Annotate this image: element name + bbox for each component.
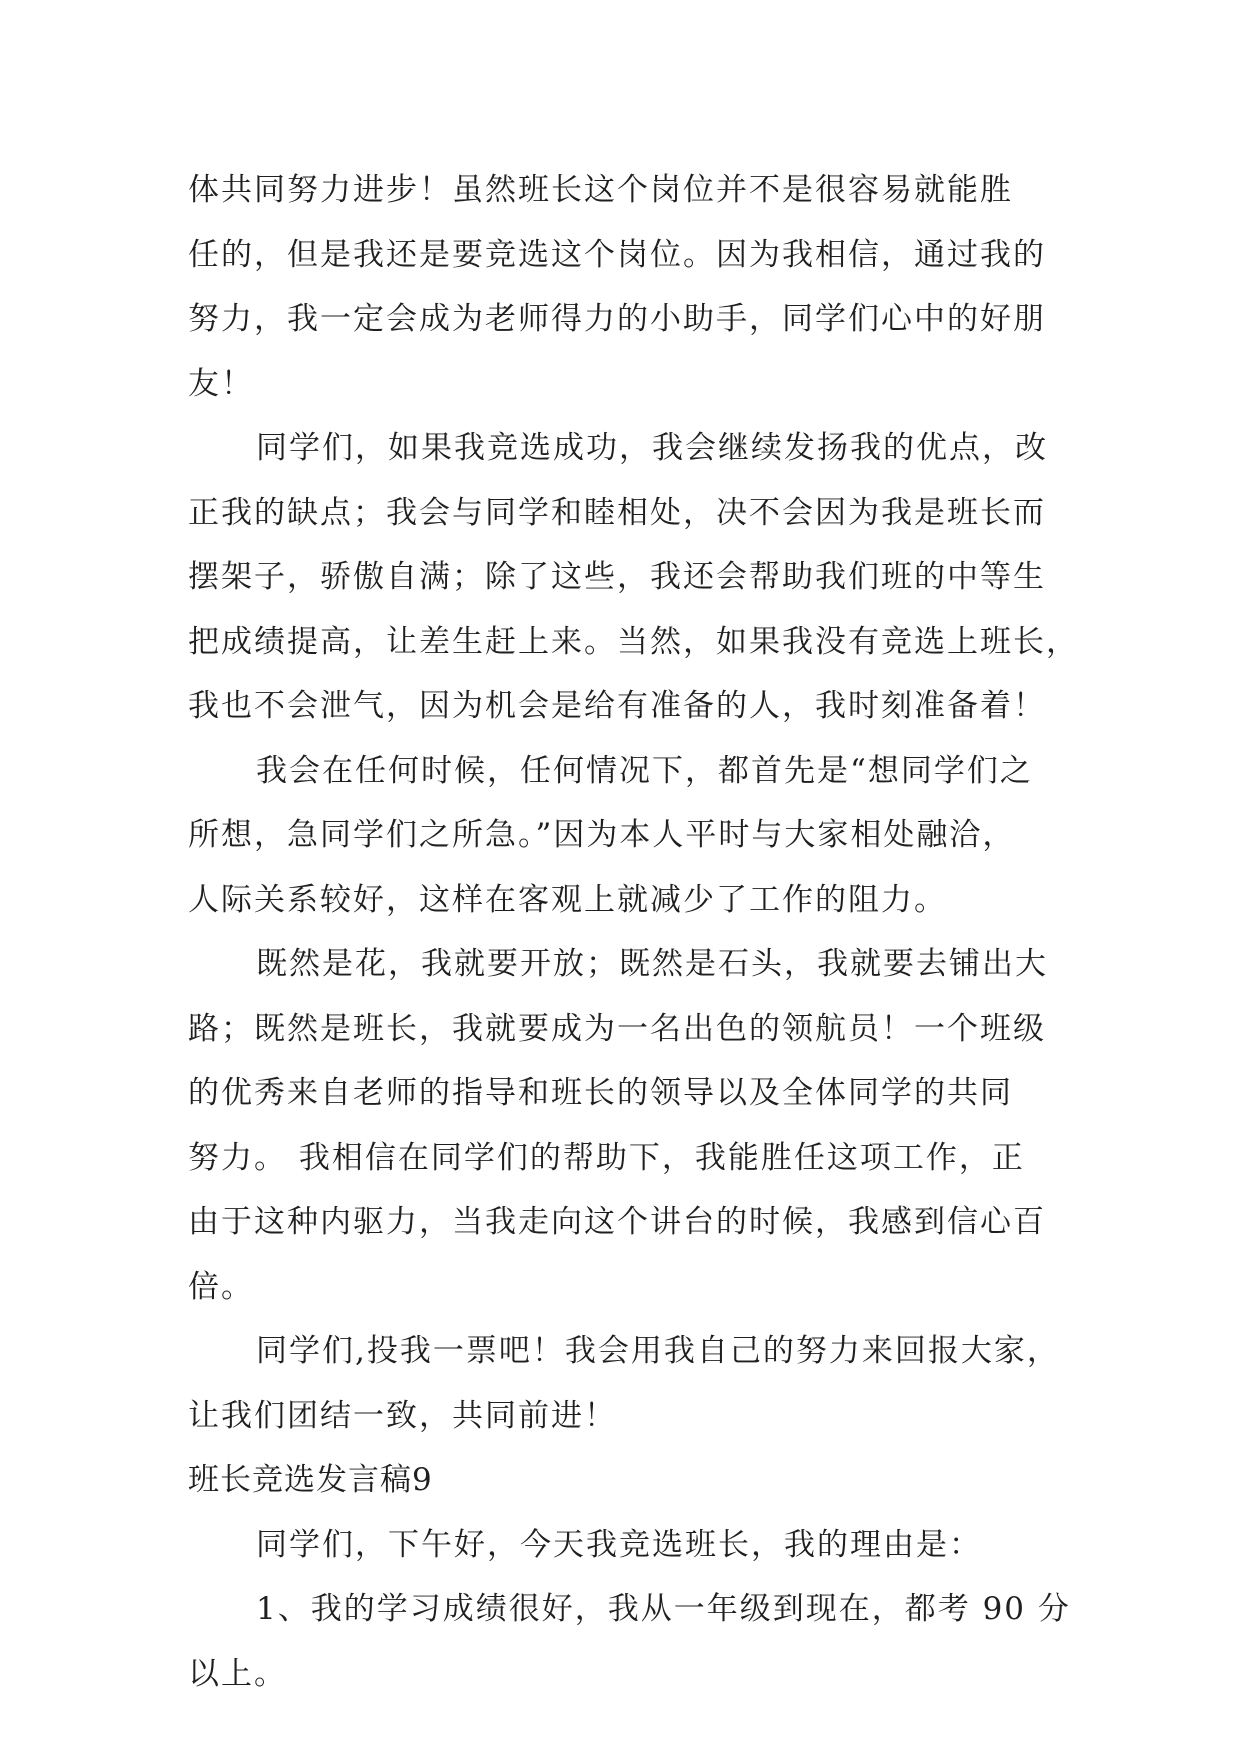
- text-line: 倍。: [188, 1268, 254, 1305]
- paragraph: [188, 158, 1058, 416]
- paragraph: [188, 1513, 1058, 1578]
- paragraph: [188, 1577, 1071, 1706]
- text-line: 既然是花，我就要开放；既然是石头，我就要去铺出大: [256, 946, 1048, 982]
- text-line: 任的，但是我还是要竞选这个岗位。因为我相信，通过我的: [188, 236, 1046, 273]
- text-line: 由于这种内驱力，当我走向这个讲台的时候，我感到信心百: [188, 1204, 1046, 1240]
- text-line: 同学们,投我一票吧！我会用我自己的努力来回报大家，: [256, 1333, 1060, 1369]
- text-line: 路；既然是班长，我就要成为一名出色的领航员！一个班级: [188, 1010, 1046, 1047]
- text-line: 把成绩提高，让差生赶上来。当然，如果我没有竞选上班长，: [188, 623, 1079, 660]
- text-line: 1、我的学习成绩很好，我从一年级到现在，都考 90 分: [256, 1591, 1071, 1627]
- text-line: 努力，我一定会成为老师得力的小助手，同学们心中的好朋: [188, 301, 1046, 337]
- paragraph: [188, 416, 1079, 739]
- text-line: 体共同努力进步！虽然班长这个岗位并不是很容易就能胜: [188, 172, 1013, 208]
- text-line: 同学们，如果我竞选成功，我会继续发扬我的优点，改: [256, 430, 1048, 466]
- text-line: 摆架子，骄傲自满；除了这些，我还会帮助我们班的中等生: [188, 559, 1046, 595]
- text-line: 让我们团结一致，共同前进！: [188, 1397, 617, 1434]
- paragraph: [188, 739, 1058, 933]
- text-line: 同学们，下午好，今天我竞选班长，我的理由是：: [256, 1526, 982, 1563]
- section-heading: 班长竞选发言稿9: [188, 1462, 433, 1498]
- text-line: 所想，急同学们之所急。”因为本人平时与大家相处融洽，: [188, 817, 1016, 853]
- text-line: 正我的缺点；我会与同学和睦相处，决不会因为我是班长而: [188, 494, 1046, 531]
- text-line: 人际关系较好，这样在客观上就减少了工作的阻力。: [188, 881, 947, 918]
- text-line: 的优秀来自老师的指导和班长的领导以及全体同学的共同: [188, 1075, 1013, 1111]
- text-line: 以上。: [188, 1655, 287, 1692]
- document-body: [188, 158, 1079, 1706]
- text-line: 我会在任何时候，任何情况下，都首先是“想同学们之: [256, 752, 1033, 789]
- paragraph: [188, 1319, 1058, 1448]
- text-line: 我也不会泄气，因为机会是给有准备的人，我时刻准备着！: [188, 688, 1046, 724]
- paragraph: [188, 932, 1058, 1319]
- text-line: 努力。 我相信在同学们的帮助下，我能胜任这项工作，正: [188, 1139, 1025, 1176]
- text-line: 友！: [188, 365, 254, 402]
